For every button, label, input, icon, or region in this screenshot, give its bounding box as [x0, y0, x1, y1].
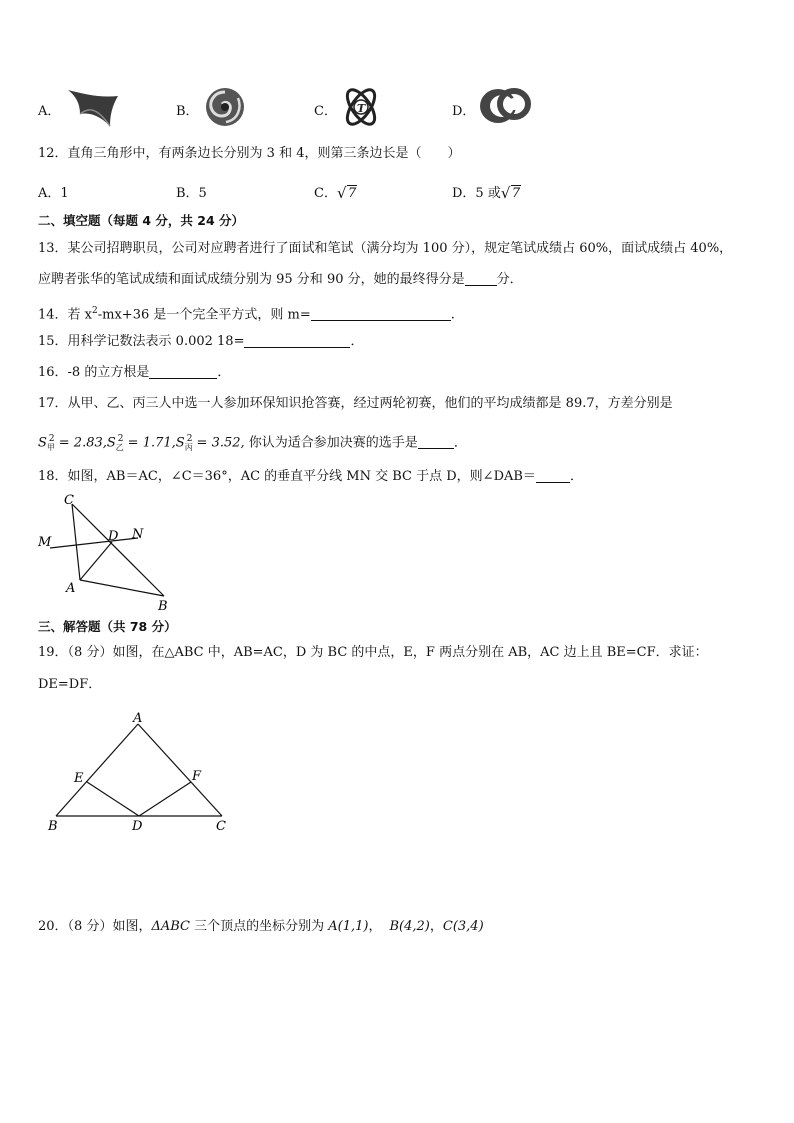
- curved-flag-logo-icon: [66, 86, 122, 128]
- label-d: D: [132, 819, 143, 834]
- atom-t-logo-icon: [340, 84, 382, 130]
- q18-figure: [34, 490, 174, 614]
- q11-option-b-label: B．: [176, 104, 199, 119]
- sqrt-symbol: √ 7: [337, 186, 357, 201]
- q12-option-c: C．√ 7: [314, 182, 357, 201]
- q12-option-a: A．1: [38, 186, 69, 201]
- q11-option-c-label: C．: [314, 104, 337, 119]
- q19-figure: [40, 708, 240, 838]
- answer-blank: [418, 434, 454, 449]
- q14: 14．若 $x^2-mx+36$ 是一个完全平方式，则 m= .: [38, 306, 455, 323]
- q12-option-b: B．5: [176, 186, 207, 201]
- label-b: B: [48, 819, 58, 834]
- q11-option-a-label: A．: [38, 104, 61, 119]
- q18-stem: 18．如图，AB＝AC，∠C＝36°，AC 的垂直平分线 MN 交 BC 于点 D，则∠DAB＝ ．: [38, 469, 583, 484]
- q19-line1: 19．（8 分）如图，在△ABC 中，AB=AC，D 为 BC 的中点，E，F 两点分别在 AB，AC 边上且 BE=CF．求证：: [38, 645, 708, 660]
- section-2-heading: 二、填空题（每题 4 分，共 24 分）: [38, 213, 245, 228]
- q12-option-d: D．5 或√ 7: [452, 182, 521, 201]
- q17-line1: 17．从甲、乙、丙三人中选一人参加环保知识抢答赛，经过两轮初赛，他们的平均成绩都是 89.7，方差分别是: [38, 396, 673, 411]
- label-c: C: [216, 819, 226, 834]
- label-a: A: [66, 581, 76, 596]
- label-b: B: [158, 599, 168, 614]
- label-a: A: [133, 711, 143, 726]
- answer-blank: [536, 468, 570, 483]
- answer-blank: [465, 271, 497, 286]
- label-n: N: [132, 527, 144, 542]
- label-e: E: [74, 771, 84, 786]
- q13-line1: 13．某公司招聘职员，公司对应聘者进行了面试和笔试（满分均为 100 分），规定笔试成绩占 60%，面试成绩占 40%，: [38, 241, 733, 256]
- label-f: F: [192, 769, 202, 784]
- svg-text:T: T: [357, 102, 366, 115]
- sqrt-symbol: √ 7: [501, 186, 521, 201]
- section-3-heading: 三、解答题（共 78 分）: [38, 619, 177, 634]
- label-c: C: [64, 493, 74, 508]
- answer-blank: [244, 333, 350, 348]
- q13-line2: 应聘者张华的笔试成绩和面试成绩分别为 95 分和 90 分，她的最终得分是 分．: [38, 272, 523, 287]
- q17-line2: $S_甲^2 = 2.83,S_乙^2 = 1.71,S_丙^2 = 3.52$, 你认为适合参加决赛的选手是 ．: [38, 434, 467, 452]
- q20-stem: 20．（8 分）如图，ΔABC 三个顶点的坐标分别为 A(1,1)， B(4,2)，C(3,4): [38, 919, 484, 934]
- q15: 15．用科学记数法表示 0.002 18= ．: [38, 334, 364, 349]
- label-d: D: [108, 529, 119, 544]
- q19-line2: DE=DF．: [38, 677, 102, 692]
- q16: 16．-8 的立方根是 ．: [38, 365, 231, 380]
- q11-option-d-label: D．: [452, 104, 476, 119]
- answer-blank: [149, 364, 217, 379]
- spiral-swirl-logo-icon: [202, 86, 248, 128]
- answer-blank: [311, 306, 451, 321]
- label-m: M: [38, 535, 52, 550]
- q12-stem: 12．直角三角形中，有两条边长分别为 3 和 4，则第三条边长是（ ）: [38, 146, 461, 161]
- crescent-ring-logo-icon: [476, 86, 532, 126]
